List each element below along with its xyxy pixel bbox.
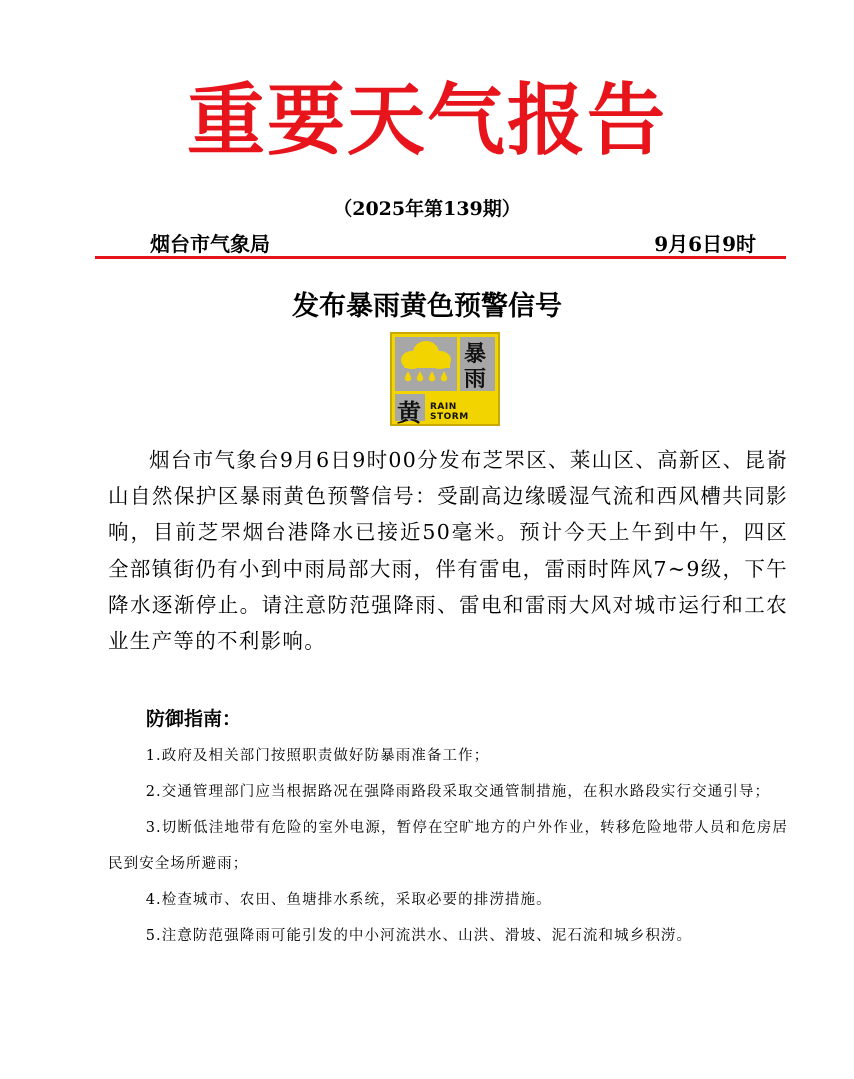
guidance-item-2: 2.交通管理部门应当根据路况在强降雨路段采取交通管制措施，在积水路段实行交通引导； xyxy=(145,784,771,800)
issue-datetime: 9月6日9时 xyxy=(654,232,756,256)
rainstorm-yellow-signal xyxy=(390,332,500,426)
issue-number: （2025年第139期） xyxy=(333,198,521,220)
guidance-title: 防御指南： xyxy=(146,708,242,730)
report-masthead: 重要天气报告 xyxy=(186,75,667,166)
signal-level-char: 黄 xyxy=(397,399,421,427)
signal-char-top: 暴 xyxy=(464,342,487,367)
guidance-item-5: 5.注意防范强降雨可能引发的中小河流洪水、山洪、滑坡、泥石流和城乡积涝。 xyxy=(145,928,693,944)
header-divider xyxy=(95,256,786,259)
signal-char-mid: 雨 xyxy=(464,367,487,392)
issuer-row xyxy=(150,228,756,256)
warning-body-paragraph: 烟台市气象台9月6日9时00分发布芝罘区、莱山区、高新区、昆嵛山自然保护区暴雨黄色预警信号：受副高边缘暖湿气流和西风槽共同影响，目前芝罘烟台港降水已接近50毫米。预计今天上午到中午，四区全部镇街仍有小到中雨局部大雨，伴有雷电，雷雨时阵风7~9级，下午降水逐渐停止。请注意防范强降雨、雷电和雷雨大风对城市运行和工农业生产等的不利影响。 xyxy=(108,448,788,654)
guidance-item-4: 4.检查城市、农田、鱼塘排水系统，采取必要的排涝措施。 xyxy=(145,892,552,908)
guidance-item-3: 3.切断低洼地带有危险的室外电源，暂停在空旷地方的户外作业，转移危险地带人员和危房居民到安全场所避雨； xyxy=(108,820,788,872)
signal-english-label: RAIN STORM xyxy=(430,402,469,422)
warning-headline: 发布暴雨黄色预警信号 xyxy=(292,291,562,322)
issuing-agency: 烟台市气象局 xyxy=(150,232,270,256)
guidance-list xyxy=(108,738,788,954)
guidance-item-1: 1.政府及相关部门按照职责做好防暴雨准备工作； xyxy=(145,748,490,764)
